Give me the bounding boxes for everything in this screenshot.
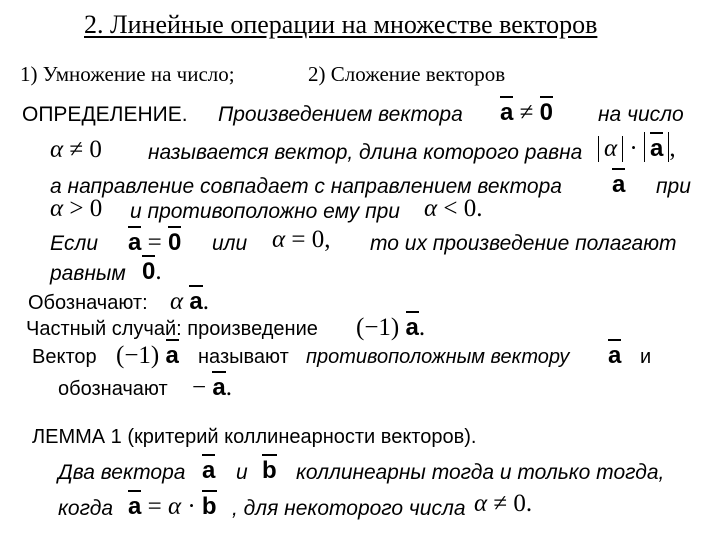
and-text: и — [640, 346, 652, 368]
neq-symbol: ≠ — [493, 490, 508, 517]
lemma-line1-two-vectors: Два вектора — [58, 461, 186, 484]
formula-abs-alpha-times-abs-a — [598, 132, 676, 163]
formula-alpha-a — [170, 285, 209, 316]
page-title: 2. Линейные операции на множестве векторов — [84, 10, 598, 39]
vector-a: a — [212, 371, 225, 400]
formula-vector-a-2 — [608, 339, 621, 370]
notation-label: Обозначают: — [28, 292, 148, 314]
vector-a: a — [500, 96, 513, 125]
zero-symbol: 0 — [89, 136, 102, 163]
vector-a: a — [650, 132, 663, 161]
vector-a: a — [612, 168, 625, 197]
dot-symbol: · — [187, 493, 196, 520]
definition-line1: Произведением вектора — [218, 103, 463, 126]
alpha-symbol: α — [50, 136, 64, 163]
zero-symbol: 0 — [463, 195, 477, 222]
subtitle-item-2: 2) Сложение векторов — [308, 62, 506, 86]
formula-zero-vector — [142, 255, 162, 286]
period: . — [525, 490, 533, 517]
eq-symbol: = — [147, 229, 162, 256]
alpha-symbol: α — [604, 135, 618, 162]
formula-a-eq-0 — [128, 226, 181, 257]
vector-zero: 0 — [168, 226, 181, 255]
alpha-symbol: α — [424, 195, 438, 222]
gt-symbol: > — [69, 195, 84, 222]
period: . — [476, 195, 483, 222]
neq-symbol: ≠ — [69, 136, 84, 163]
neq-symbol: ≠ — [519, 99, 534, 126]
alpha-symbol: α — [170, 288, 184, 315]
formula-vector-a — [612, 168, 625, 199]
definition-line6: равным — [50, 262, 126, 285]
zero-symbol: 0 — [311, 226, 325, 253]
alpha-symbol: α — [50, 195, 64, 222]
zero-symbol: 0 — [89, 195, 103, 222]
vector-b: b — [262, 454, 277, 483]
comma: , — [324, 226, 331, 253]
called-text: называют — [198, 346, 289, 368]
vector-a: a — [202, 454, 215, 483]
period: . — [155, 258, 162, 285]
formula-alpha-lt-0 — [424, 195, 482, 223]
minus-one: (−1) — [356, 314, 400, 341]
vector-a: a — [128, 226, 141, 255]
zero-symbol: 0 — [513, 490, 526, 517]
lt-symbol: < — [443, 195, 458, 222]
dot-symbol: · — [629, 135, 638, 162]
formula-alpha-gt-0 — [50, 195, 102, 223]
formula-vector-b-lemma — [262, 454, 277, 485]
denoted-text: обозначают — [58, 378, 168, 400]
minus-symbol: − — [192, 374, 207, 401]
definition-line3: а направление совпадает с направлением вектора — [50, 175, 562, 198]
lemma-title: ЛЕММА 1 (критерий коллинеарности векторов). — [32, 426, 477, 448]
formula-minus-one-a-2 — [116, 339, 179, 370]
lemma-line2-for-some: , для некоторого числа — [232, 497, 466, 520]
period: . — [225, 374, 232, 401]
formula-a-eq-alpha-b — [128, 490, 217, 521]
vector-a: a — [608, 339, 621, 368]
formula-vector-a-lemma — [202, 454, 215, 485]
vector-b: b — [202, 490, 217, 519]
definition-line5-if: Если — [50, 232, 99, 255]
vector-word: Вектор — [32, 346, 97, 368]
period: . — [202, 288, 209, 315]
vector-zero: 0 — [142, 255, 155, 284]
formula-alpha-neq-0 — [50, 136, 102, 164]
opposite-text: противоположным вектору — [306, 346, 570, 368]
formula-minus-a — [192, 371, 232, 402]
lemma-line1-collinear: коллинеарны тогда и только тогда, — [296, 461, 665, 484]
special-case-text: Частный случай: произведение — [26, 318, 318, 340]
definition-line5-or: или — [212, 232, 248, 255]
lemma-line1-and: и — [236, 461, 248, 484]
minus-one: (−1) — [116, 342, 160, 369]
definition-label: ОПРЕДЕЛЕНИЕ. — [22, 103, 188, 126]
definition-line4: и противоположно ему при — [130, 200, 400, 223]
definition-line2: называется вектор, длина которого равна — [148, 141, 583, 164]
alpha-symbol: α — [272, 226, 286, 253]
alpha-symbol: α — [167, 493, 182, 520]
vector-a: a — [166, 339, 179, 368]
eq-symbol: = — [291, 226, 306, 253]
definition-line3-end: при — [656, 175, 691, 198]
eq-symbol: = — [147, 493, 162, 520]
definition-line1-end: на число — [598, 103, 684, 126]
vector-a: a — [128, 490, 141, 519]
formula-minus-one-a — [356, 311, 425, 342]
vector-zero: 0 — [540, 96, 553, 125]
alpha-symbol: α — [474, 490, 488, 517]
lemma-line2-when: когда — [58, 497, 114, 520]
formula-alpha-eq-0 — [272, 226, 330, 254]
formula-alpha-neq-0-lemma — [474, 490, 532, 518]
period: . — [418, 314, 426, 341]
definition-line5-product: то их произведение полагают — [370, 232, 677, 255]
formula-a-neq-0 — [500, 96, 553, 127]
vector-a: a — [406, 311, 419, 340]
vector-a: a — [189, 285, 202, 314]
comma: , — [669, 135, 676, 162]
subtitle-item-1: 1) Умножение на число; — [20, 62, 235, 86]
